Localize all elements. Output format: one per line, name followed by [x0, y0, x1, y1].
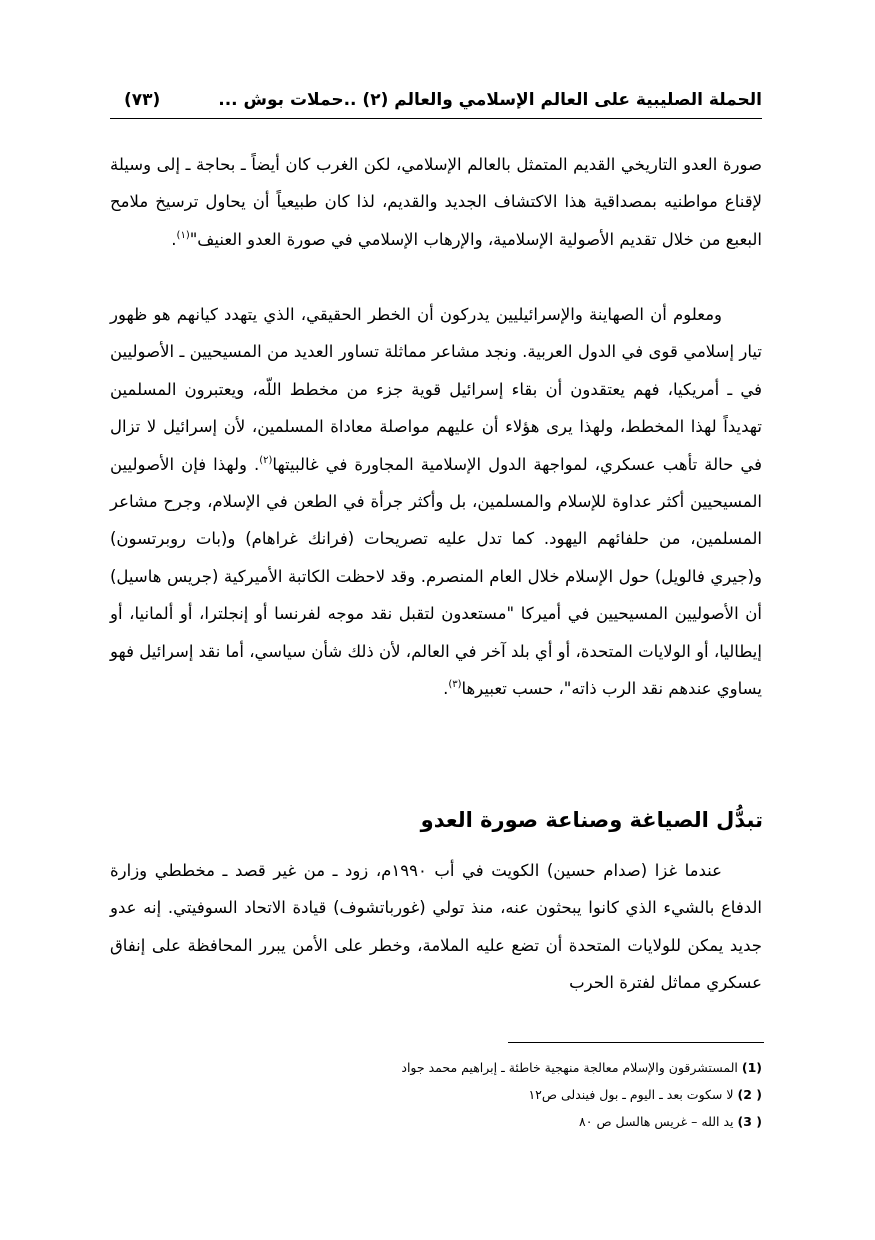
footnote-text: لا سكوت بعد ـ اليوم ـ بول فيندلى ص١٢ [528, 1087, 734, 1102]
footnote-item [300, 1081, 762, 1108]
page-number: (٧٣) [124, 90, 161, 110]
paragraph-2 [110, 296, 762, 707]
running-header [110, 88, 762, 119]
footnote-number: ( 2) [737, 1087, 762, 1102]
footnote-item [300, 1054, 762, 1081]
paragraph-3 [110, 852, 762, 1002]
paragraph-2-part-1: ومعلوم أن الصهاينة والإسرائيليين يدركون أن الخطر الحقيقي، الذي يتهدد كيانهم هو ظهور تيار إسلامي قوى في الدول العربية. ونجد مشاعر مماثلة تساور العديد من المسيحيين ـ الأصوليين في ـ أمريكيا، فهم يعتقدون أن بقاء إسرائيل قوية جزء من مخطط اللّه، ويعتبرون المسلمين تهديداً لهذا المخطط، ولهذا يرى هؤلاء أن عليهم مواصلة معاداة المسلمين، لأن إسرائيل لا تزال في حالة تأهب عسكري، لمواجهة الدول الإسلامية المجاورة في غالبيتها [110, 305, 762, 474]
footnote-divider [508, 1042, 764, 1043]
footnotes [300, 1054, 762, 1135]
footnote-ref-3: (٣) [448, 679, 462, 691]
header-title: الحملة الصليبية على العالم الإسلامي والعالم (٢) ..حملات بوش ... [218, 90, 762, 110]
footnote-number: ( 3) [737, 1114, 762, 1129]
paragraph-1 [110, 146, 762, 258]
paragraph-2-end: . [443, 679, 449, 699]
footnote-text: يد الله – غريس هالسل ص ٨٠ [579, 1114, 734, 1129]
footnote-item [300, 1108, 762, 1135]
section-heading: تبدُّل الصياغة وصناعة صورة العدو [420, 808, 763, 832]
paragraph-3-text: عندما غزا (صدام حسين) الكويت في أب ١٩٩٠م، زود ـ من غير قصد ـ مخططي وزارة الدفاع بالشيء الذي كانوا يبحثون عنه، منذ تولي (غورباتشوف) قيادة الاتحاد السوفيتي. إنه عدو جديد يمكن للولايات المتحدة أن تضع عليه الملامة، وخطر على الأمن يبرر المحافظة على إنفاق عسكري مماثل لفترة الحرب [110, 861, 762, 993]
paragraph-2-part-2: . ولهذا فإن الأصوليين المسيحيين أكثر عداوة للإسلام والمسلمين، بل وأكثر جرأة في الطعن في الإسلام، وجرح مشاعر المسلمين، من حلفائهم اليهود. كما تدل عليه تصريحات (فرانك غراهام) و(بات روبرتسون) و(جيري فالويل) حول الإسلام خلال العام المنصرم. وقد لاحظت الكاتبة الأميركية (جريس هاسيل) أن الأصوليين المسيحيين في أميركا "مستعدون لتقبل نقد موجه لفرنسا أو إنجلترا، أو ألمانيا، أو إيطاليا، أو الولايات المتحدة، أو أي بلد آخر في العالم، لأن ذلك شأن سياسي، أما نقد إسرائيل فهو يساوي عندهم نقد الرب ذاته"، حسب تعبيرها [110, 454, 762, 699]
footnote-ref-2: (٢) [259, 454, 273, 466]
paragraph-1-end: . [171, 229, 177, 249]
footnote-ref-1: (١) [176, 229, 190, 241]
footnote-text: المستشرقون والإسلام معالجة منهجية خاطئة ـ إبراهيم محمد جواد [401, 1060, 738, 1075]
footnote-number: (1) [741, 1060, 762, 1075]
paragraph-1-text: صورة العدو التاريخي القديم المتمثل بالعالم الإسلامي، لكن الغرب كان أيضاً ـ بحاجة ـ إلى وسيلة لإقناع مواطنيه بمصداقية هذا الاكتشاف الجديد والقديم، لذا كان طبيعياً أن يحاول ترسيخ ملامح البعبع من خلال تقديم الأصولية الإسلامية، والإرهاب الإسلامي في صورة العدو العنيف" [110, 155, 762, 249]
